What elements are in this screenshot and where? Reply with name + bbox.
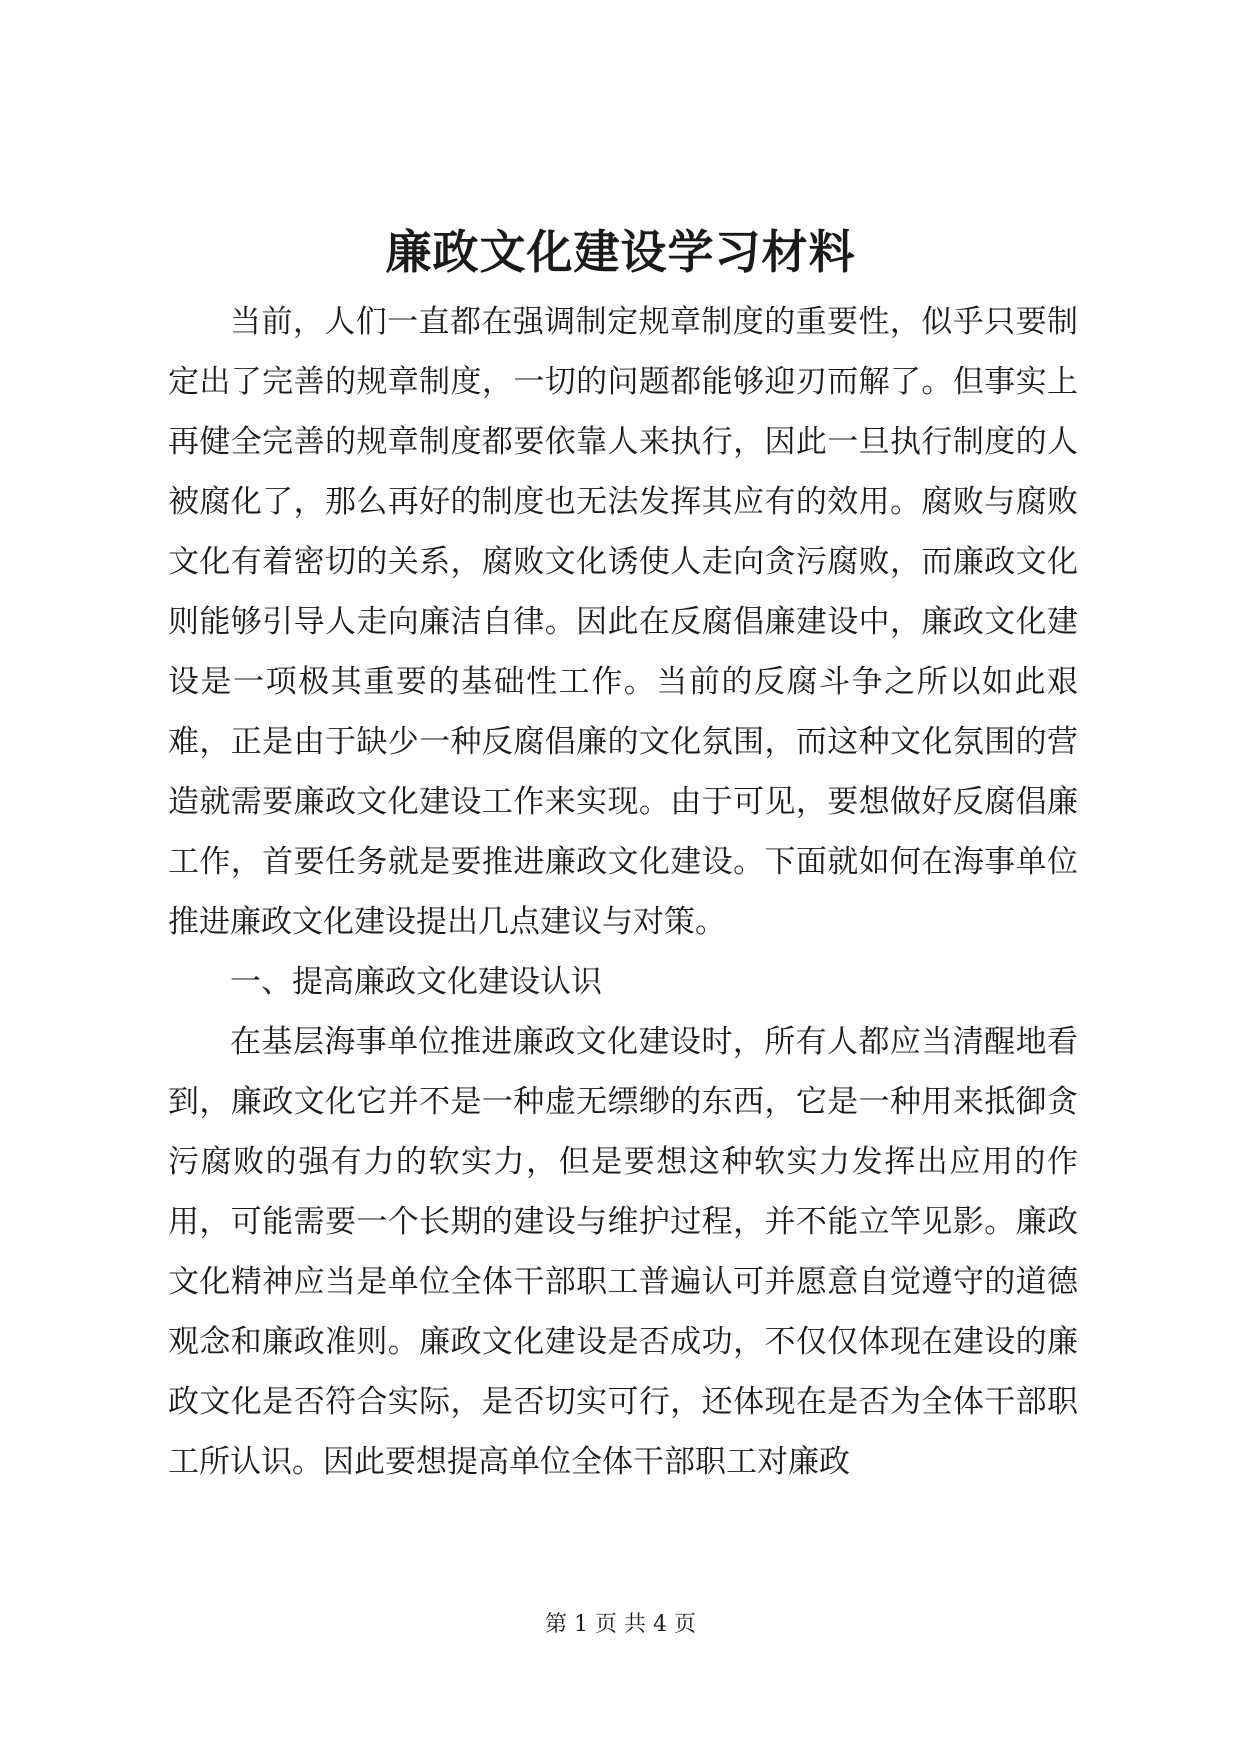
document-body <box>168 292 1078 1492</box>
paragraph-intro: 当前，人们一直都在强调制定规章制度的重要性，似乎只要制定出了完善的规章制度，一切的问题都能够迎刃而解了。但事实上再健全完善的规章制度都要依靠人来执行，因此一旦执行制度的人被腐化了，那么再好的制度也无法发挥其应有的效用。腐败与腐败文化有着密切的关系，腐败文化诱使人走向贪污腐败，而廉政文化则能够引导人走向廉洁自律。因此在反腐倡廉建设中，廉政文化建设是一项极其重要的基础性工作。当前的反腐斗争之所以如此艰难，正是由于缺少一种反腐倡廉的文化氛围，而这种文化氛围的营造就需要廉政文化建设工作来实现。由于可见，要想做好反腐倡廉工作，首要任务就是要推进廉政文化建设。下面就如何在海事单位推进廉政文化建设提出几点建议与对策。 <box>168 304 1078 940</box>
page-number-label: 第 1 页 共 4 页 <box>545 1612 696 1637</box>
section-heading-1: 一、提高廉政文化建设认识 <box>230 964 602 1000</box>
page-footer <box>0 1610 1241 1640</box>
document-title: 廉政文化建设学习材料 <box>385 225 856 279</box>
paragraph-section-1: 在基层海事单位推进廉政文化建设时，所有人都应当清醒地看到，廉政文化它并不是一种虚无缥缈的东西，它是一种用来抵御贪污腐败的强有力的软实力，但是要想这种软实力发挥出应用的作用，可能需要一个长期的建设与维护过程，并不能立竿见影。廉政文化精神应当是单位全体干部职工普遍认可并愿意自觉遵守的道德观念和廉政准则。廉政文化建设是否成功，不仅仅体现在建设的廉政文化是否符合实际，是否切实可行，还体现在是否为全体干部职工所认识。因此要想提高单位全体干部职工对廉政 <box>168 1024 1078 1480</box>
